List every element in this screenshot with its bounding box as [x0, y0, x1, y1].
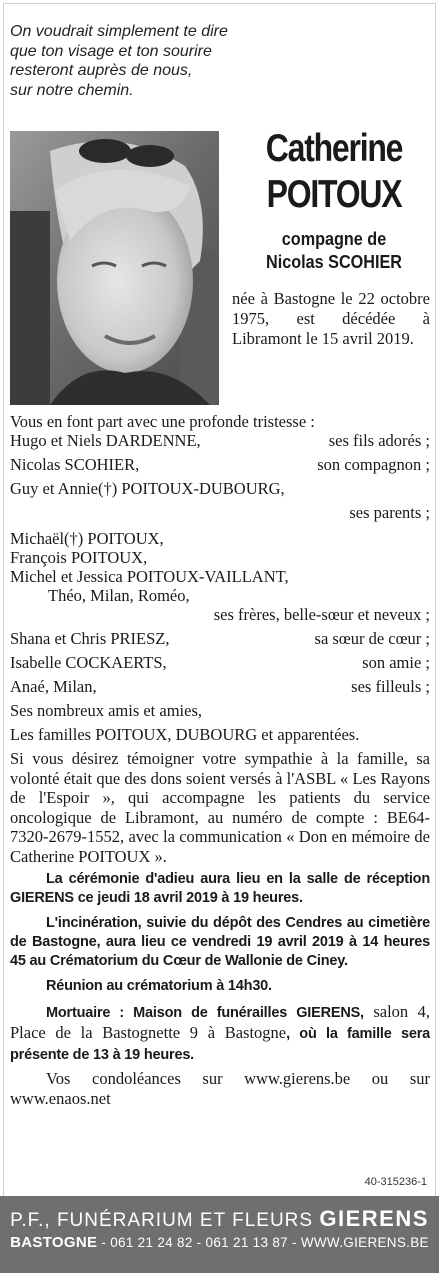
partner-line: compagne de — [281, 229, 387, 249]
poem-line: que ton visage et ton sourire — [10, 42, 212, 60]
donation-paragraph: Si vous désirez témoigner votre sympathie à la famille, sa volonté était que des dons soient versés à l'ASBL « Les Rayons de l'Espoir », qui accompagne les patients du service oncologique de Libramont, au numéro de compte : BE64-7320-2679-1552, avec la communication « Don en mémoire de Catherine POITOUX ». — [10, 749, 430, 866]
relative-row — [10, 653, 430, 672]
relative-row — [10, 629, 430, 648]
name-block — [236, 126, 432, 274]
relative-name: Nicolas SCOHIER, — [10, 455, 140, 474]
footer-contacts — [0, 1234, 439, 1251]
friends-line: Ses nombreux amis et amies, — [10, 701, 203, 720]
mortuary-label: Mortuaire : Maison de funérailles GIERENS, — [46, 1005, 364, 1021]
mortuary-paragraph — [10, 1002, 430, 1065]
families-line: Les familles POITOUX, DUBOURG et apparentées. — [10, 725, 360, 744]
relative-role: ses frères, belle-sœur et neveux ; — [213, 605, 430, 624]
announcement-body — [10, 412, 430, 1108]
relative-name: Michel et Jessica POITOUX-VAILLANT, — [10, 567, 289, 586]
siblings-group — [10, 529, 430, 624]
relative-name: Isabelle COCKAERTS, — [10, 653, 167, 672]
relative-role: sa sœur de cœur ; — [314, 629, 430, 648]
relative-row — [10, 431, 430, 450]
relative-role: son compagnon ; — [317, 455, 430, 474]
funeral-home-footer — [0, 1196, 439, 1273]
intro-line: Vous en font part avec une profonde tristesse : — [10, 412, 315, 431]
footer-brand: GIERENS — [319, 1206, 429, 1231]
relative-row — [10, 455, 430, 474]
relative-role: ses filleuls ; — [351, 677, 430, 696]
poem — [10, 22, 310, 100]
mortuary-address: salon 4, Place de la Bastognette 9 à Bastogne — [10, 1002, 430, 1042]
poem-line: sur notre chemin. — [10, 81, 134, 99]
relative-name: Michaël(†) POITOUX, — [10, 529, 164, 548]
relative-name: Hugo et Niels DARDENNE, — [10, 431, 201, 450]
footer-contact-details: - 061 21 24 82 - 061 21 13 87 - WWW.GIERENS.BE — [97, 1235, 429, 1250]
poem-line: resteront auprès de nous, — [10, 62, 193, 79]
relative-role: ses fils adorés ; — [328, 431, 430, 450]
relative-name: François POITOUX, — [10, 548, 148, 567]
relative-name: Guy et Annie(†) POITOUX-DUBOURG, — [10, 479, 285, 498]
portrait-photo — [10, 131, 219, 405]
relative-name: Théo, Milan, Roméo, — [48, 586, 190, 605]
footer-title — [0, 1196, 439, 1232]
ceremony-paragraph: La cérémonie d'adieu aura lieu en la salle de réception GIERENS ce jeudi 18 avril 2019 à 19 heures. — [10, 871, 430, 906]
partner-name: Nicolas SCOHIER — [266, 252, 402, 272]
mortuary-hours: , où la famille sera présente de 13 à 19 heures. — [10, 1026, 430, 1063]
birth-death-text: née à Bastogne le 22 octobre 1975, est décédée à Libramont le 15 avril 2019. — [232, 289, 430, 348]
relative-row — [10, 677, 430, 696]
relative-role: son amie ; — [362, 653, 430, 672]
last-name: POITOUX — [266, 173, 402, 216]
cremation-paragraph: L'incinération, suivie du dépôt des Cendres au cimetière de Bastogne, aura lieu ce vendredi 19 avril 2019 à 14 heures 45 au Crématorium du Cœur de Wallonie de Ciney. — [10, 915, 430, 969]
relative-name: Anaé, Milan, — [10, 677, 97, 696]
relative-role: ses parents ; — [349, 503, 430, 522]
portrait-image — [10, 131, 219, 405]
first-name: Catherine — [265, 127, 403, 170]
poem-line: On voudrait simplement te dire — [10, 23, 228, 40]
footer-city: BASTOGNE — [10, 1234, 98, 1251]
relative-name: Shana et Chris PRIESZ, — [10, 629, 170, 648]
footer-prefix: P.F., FUNÉRARIUM ET FLEURS — [10, 1210, 314, 1231]
condolences-paragraph: Vos condoléances sur www.gierens.be ou sur www.enaos.net — [10, 1069, 430, 1108]
reference-number: 40-315236-1 — [364, 1176, 427, 1188]
meeting-line: Réunion au crématorium à 14h30. — [46, 978, 272, 994]
